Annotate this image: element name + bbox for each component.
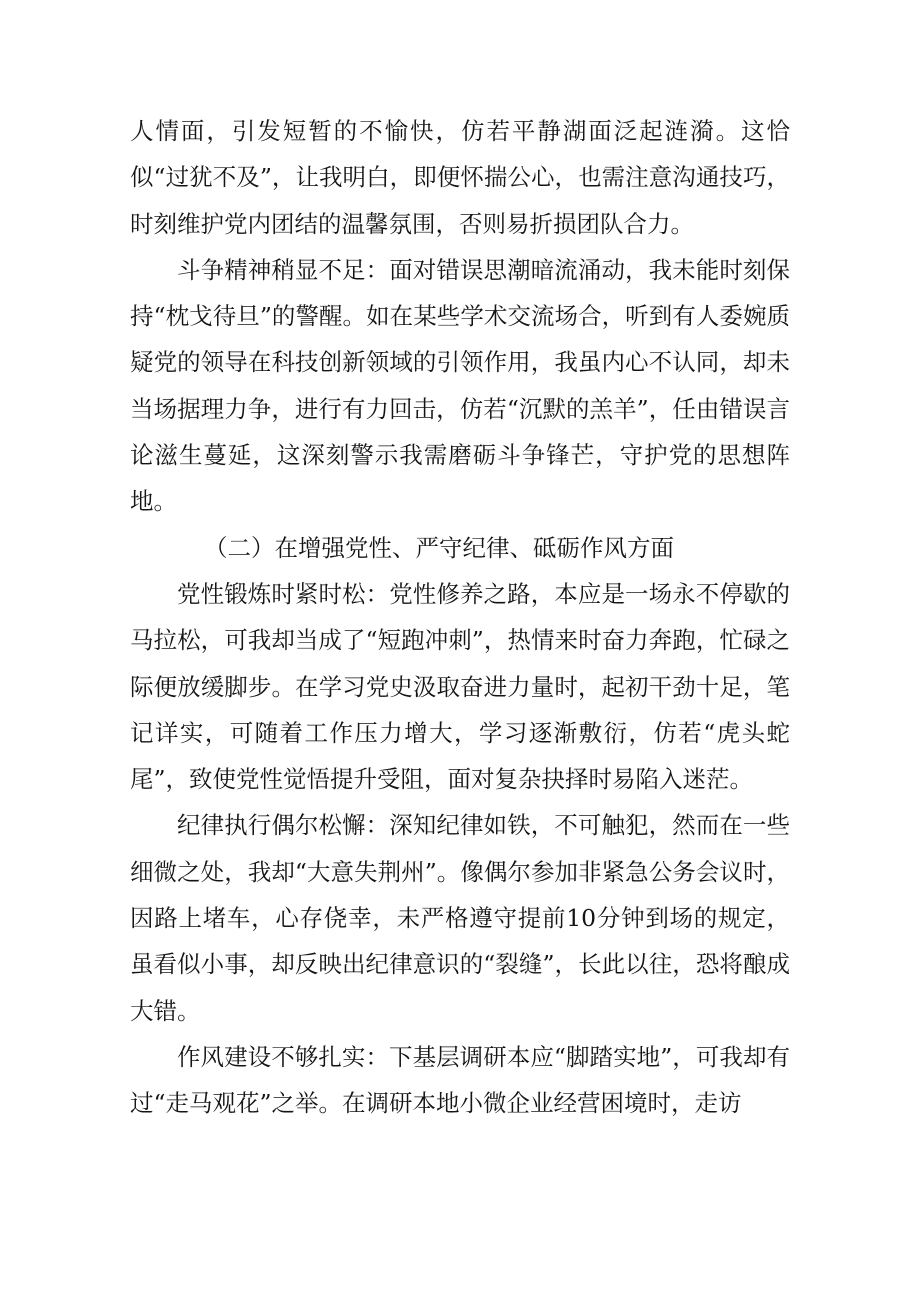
paragraph-discipline: 纪律执行偶尔松懈：深知纪律如铁，不可触犯，然而在一些细微之处，我却“大意失荆州”。像偶尔参加非紧急公务会议时，因路上堵车，心存侥幸，未严格遵守提前10分钟到场的规定，虽看似小事，却反映出纪律意识的“裂缝”，长此以往，恐将酿成大错。 [130,811,790,1025]
paragraph-continuation: 人情面，引发短暂的不愉快，仿若平静湖面泛起涟漪。这恰似“过犹不及”，让我明白，即便怀揣公心，也需注意沟通技巧，时刻维护党内团结的温馨氛围，否则易折损团队合力。 [130,117,790,238]
paragraph-work-style: 作风建设不够扎实：下基层调研本应“脚踏实地”，可我却有过“走马观花”之举。在调研本地小微企业经营困境时，走访 [130,1042,790,1118]
paragraph-party-spirit: 党性锻炼时紧时松：党性修养之路，本应是一场永不停歇的马拉松，可我却当成了“短跑冲刺”，热情来时奋力奔跑，忙碌之际便放缓脚步。在学习党史汲取奋进力量时，起初干劲十足，笔记详实，可随着工作压力增大，学习逐渐敷衍，仿若“虎头蛇尾”，致使党性觉悟提升受阻，面对复杂抉择时易陷入迷茫。 [130,579,790,794]
section-heading: （二）在增强党性、严守纪律、砥砺作风方面 [204,533,675,562]
paragraph-struggle-spirit: 斗争精神稍显不足：面对错误思潮暗流涌动，我未能时刻保持“枕戈待旦”的警醒。如在某些学术交流场合，听到有人委婉质疑党的领导在科技创新领域的引领作用，我虽内心不认同，却未当场据理力争，进行有力回击，仿若“沉默的羔羊”，任由错误言论滋生蔓延，这深刻警示我需磨砺斗争锋芒，守护党的思想阵地。 [130,255,790,516]
document-body [130,108,790,1127]
